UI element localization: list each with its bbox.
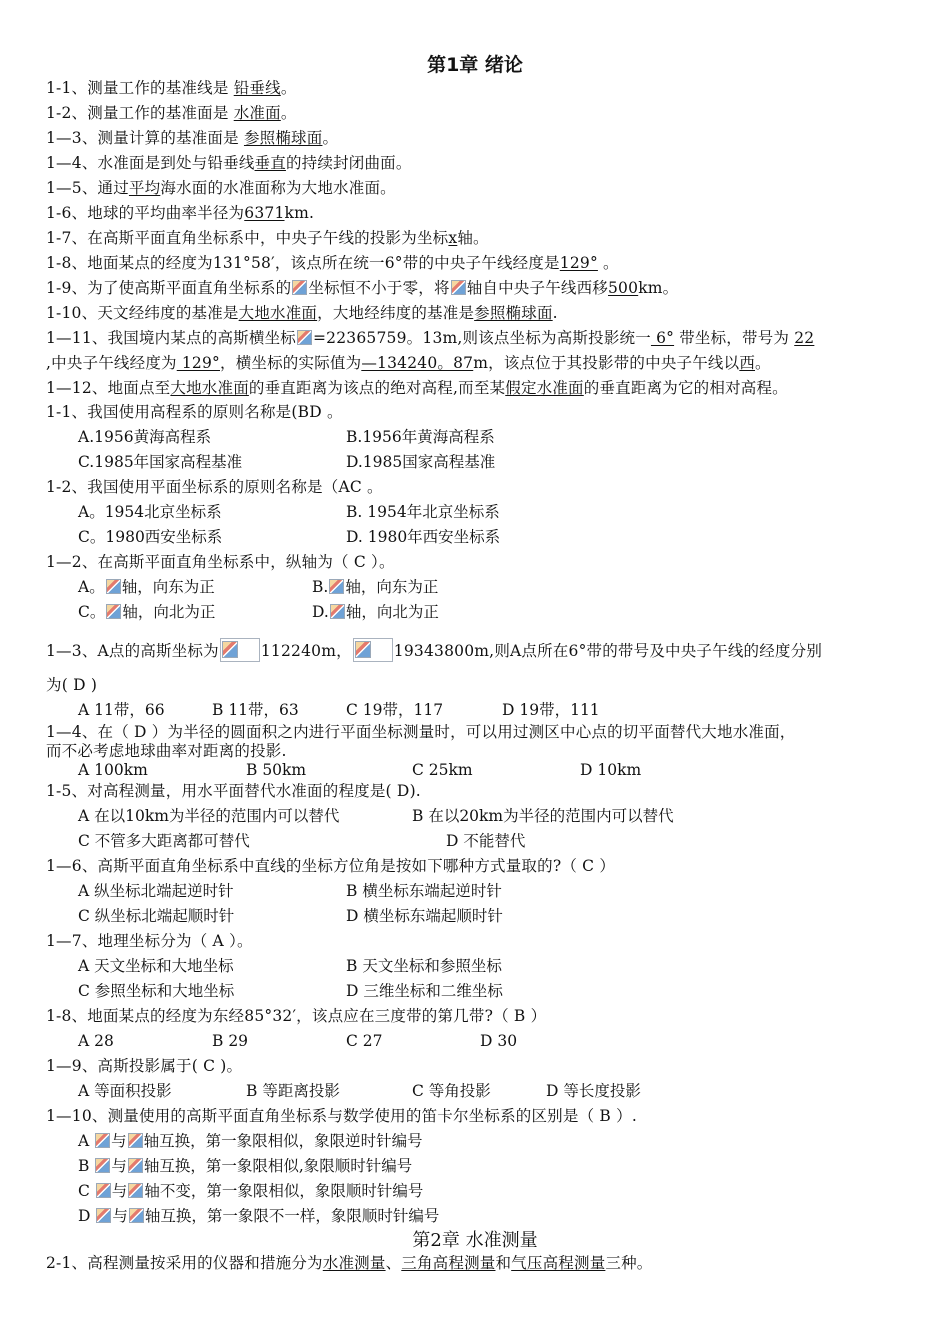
- option-b: B. 轴，向东为正: [312, 578, 439, 596]
- option-d: D 等长度投影: [546, 1082, 641, 1100]
- option-a: A 28: [78, 1032, 114, 1050]
- option-d: D. 1980年西安坐标系: [346, 528, 501, 546]
- question-text: 1-6、地球的平均曲率半径为: [46, 204, 245, 222]
- question-text: 1-2、测量工作的基准面是: [46, 104, 234, 122]
- question-text: 坐标恒不小于零，将: [308, 279, 450, 297]
- fill-question: [46, 278, 678, 298]
- option-b: B 50km: [246, 761, 307, 779]
- question-text: 1-9、为了使高斯平面直角坐标系的: [46, 279, 292, 297]
- question-1-7: 1—7、地理坐标分为（ A ）。: [46, 932, 253, 950]
- question-text: m，该点位于其投影带的中央子午线以: [473, 354, 740, 372]
- option-d: D 不能替代: [446, 832, 526, 850]
- option-c: C 参照坐标和大地坐标: [78, 982, 235, 1000]
- option-a: A。1954北京坐标系: [78, 503, 222, 521]
- option-c: C 不管多大距离都可替代: [78, 832, 250, 850]
- answer-blank: 500: [608, 279, 639, 297]
- question-text: 轴。: [457, 229, 489, 247]
- option-c: C 与 轴不变，第一象限相似，象限顺时针编号: [78, 1182, 424, 1200]
- question-text: km。: [638, 279, 679, 297]
- question-1-2-choice: 1-2、我国使用平面坐标系的原则名称是（AC 。: [46, 478, 383, 496]
- chapter2-title: 第2章 水准测量: [412, 1230, 538, 1251]
- question-text: 2-1、高程测量按采用的仪器和措施分为: [46, 1254, 323, 1272]
- question-text: 1—4、水准面是到处与铅垂线: [46, 154, 255, 172]
- option-d: D 三维坐标和二维坐标: [346, 982, 503, 1000]
- fill-question: [46, 103, 297, 123]
- question-text: 。: [280, 104, 297, 122]
- question-text: 1-7、在高斯平面直角坐标系中，中央子午线的投影为坐标: [46, 229, 449, 247]
- answer-blank: 6°: [650, 329, 675, 347]
- question-1-1-choice: 1-1、我国使用高程系的原则名称是(BD 。: [46, 403, 343, 421]
- option-c: C 等角投影: [412, 1082, 491, 1100]
- option-b: B 等距离投影: [246, 1082, 340, 1100]
- fill-question: [46, 253, 619, 273]
- option-d: D 30: [480, 1032, 518, 1050]
- question-1-5: 1-5、对高程测量，用水平面替代水准面的程度是( D).: [46, 782, 421, 800]
- y-axis-icon: [128, 1158, 143, 1173]
- fill-question: [46, 303, 558, 323]
- option-c: C 19带，117: [346, 701, 444, 719]
- option-d: D 与 轴互换，第一象限不一样，象限顺时针编号: [78, 1207, 440, 1225]
- option-c: C.1985年国家高程基准: [78, 453, 243, 471]
- option-a: A.1956黄海高程系: [78, 428, 212, 446]
- question-text: .: [552, 304, 558, 322]
- option-b: B. 1954年北京坐标系: [346, 503, 500, 521]
- option-c: C。 轴，向北为正: [78, 603, 216, 621]
- fill-question: [46, 153, 412, 173]
- question-text: 。: [322, 129, 339, 147]
- answer-blank: 平均: [128, 179, 161, 197]
- option-b: B 在以20km为半径的范围内可以替代: [412, 807, 674, 825]
- question-text: =22365759。13m,则该点坐标为高斯投影统一: [313, 329, 651, 347]
- question-1-2-axis: 1—2、在高斯平面直角坐标系中，纵轴为（ C ）。: [46, 553, 395, 571]
- x-icon: [451, 280, 466, 295]
- option-b: B 横坐标东端起逆时针: [346, 882, 502, 900]
- question-text: 、: [385, 1254, 402, 1272]
- question-1-4-cont: 而不必考虑地球曲率对距离的投影.: [46, 742, 287, 760]
- question-text: 的垂直距离为它的相对高程。: [583, 379, 788, 397]
- question-1-10: 1—10、测量使用的高斯平面直角坐标系与数学使用的笛卡尔坐标系的区别是（ B ）.: [46, 1107, 637, 1125]
- fill-question: [46, 378, 788, 398]
- option-a: A 等面积投影: [78, 1082, 172, 1100]
- answer-blank: 大地水准面: [238, 304, 318, 322]
- fill-question: [46, 178, 396, 198]
- x-axis-icon: [106, 579, 121, 594]
- x-axis-icon: [106, 604, 121, 619]
- question-text: 。: [755, 354, 771, 372]
- question-1-3-cont: 为( D ): [46, 676, 98, 694]
- option-b: B 11带，63: [212, 701, 299, 719]
- y-axis-icon: [128, 1183, 143, 1198]
- answer-blank: 6371: [244, 204, 285, 222]
- y-axis-icon: [329, 579, 344, 594]
- option-a: A 11带，66: [78, 701, 165, 719]
- fill-question: [46, 328, 814, 348]
- question-1-6: 1—6、高斯平面直角坐标系中直线的坐标方位角是按如下哪种方式量取的?（ C ）: [46, 857, 616, 875]
- question-text: 和: [495, 1254, 512, 1272]
- question-text: 轴自中央子午线西移: [466, 279, 608, 297]
- fill-question: [46, 353, 771, 373]
- y-coordinate-icon: [353, 638, 393, 662]
- question-text: 1—11、我国境内某点的高斯横坐标: [46, 329, 296, 347]
- chapter1-title: 第1章 绪论: [427, 54, 523, 76]
- question-text: 带坐标，带号为: [674, 329, 795, 347]
- question-text: 。: [597, 254, 619, 272]
- question-text: 三种。: [605, 1254, 653, 1272]
- option-a: A 与 轴互换，第一象限相似，象限逆时针编号: [78, 1132, 423, 1150]
- option-a: A 纵坐标北端起逆时针: [78, 882, 234, 900]
- y-icon: [297, 330, 312, 345]
- question-text: 1—3、测量计算的基准面是: [46, 129, 244, 147]
- x-coordinate-icon: [220, 638, 260, 662]
- answer-blank: 铅垂线: [233, 79, 281, 97]
- option-a: A 在以10km为半径的范围内可以替代: [78, 807, 340, 825]
- option-b: B 29: [212, 1032, 249, 1050]
- question-1-3: 1—3、A点的高斯坐标为 112240m， 19343800m,则A点所在6°带的带号及中央子午线的经度分别: [46, 638, 822, 662]
- fill-question: [46, 128, 338, 148]
- answer-blank: 129°: [559, 254, 598, 272]
- option-b: B 与 轴互换，第一象限相似,象限顺时针编号: [78, 1157, 413, 1175]
- option-b: B 天文坐标和参照坐标: [346, 957, 502, 975]
- question-text: 的垂直距离为该点的绝对高程,而至某: [248, 379, 506, 397]
- answer-blank: 假定水准面: [505, 379, 584, 397]
- answer-blank: 大地水准面: [170, 379, 249, 397]
- answer-blank: x: [448, 229, 458, 247]
- question-text: km.: [284, 204, 315, 222]
- question-text: 1—5、通过: [46, 179, 129, 197]
- answer-blank: —134240。87: [361, 354, 474, 372]
- option-c: C 27: [346, 1032, 383, 1050]
- answer-blank: 垂直: [254, 154, 286, 172]
- option-a: A 100km: [78, 761, 148, 779]
- option-b: B.1956年黄海高程系: [346, 428, 495, 446]
- fill-question: [46, 78, 297, 98]
- answer-blank: 水准面: [233, 104, 281, 122]
- answer-blank: 129°: [176, 354, 220, 372]
- answer-blank: 气压高程测量: [511, 1254, 606, 1272]
- question-1-9: 1—9、高斯投影属于( C )。: [46, 1057, 243, 1075]
- option-d: D.1985国家高程基准: [346, 453, 496, 471]
- question-text: ，大地经纬度的基准是: [317, 304, 475, 322]
- question-text: 1-1、测量工作的基准线是: [46, 79, 234, 97]
- option-c: C 25km: [412, 761, 473, 779]
- option-a: A。 轴，向东为正: [78, 578, 215, 596]
- x-axis-icon: [95, 1158, 110, 1173]
- x-axis-icon: [95, 1133, 110, 1148]
- y-axis-icon: [330, 604, 345, 619]
- option-d: D 19带，111: [502, 701, 600, 719]
- answer-blank: 22: [794, 329, 815, 347]
- y-axis-icon: [129, 1208, 144, 1223]
- x-axis-icon: [96, 1183, 111, 1198]
- fill-question: [46, 228, 489, 248]
- fill-question: [46, 203, 314, 223]
- option-d: D 10km: [580, 761, 642, 779]
- option-d: D 横坐标东端起顺时针: [346, 907, 503, 925]
- fill-question: [46, 1253, 653, 1273]
- question-text: 。: [280, 79, 297, 97]
- question-text: 的持续封闭曲面。: [285, 154, 412, 172]
- question-1-4: 1—4、在（ D ）为半径的圆面积之内进行平面坐标测量时，可以用过测区中心点的切平面替代大地水准面，: [46, 723, 796, 741]
- answer-blank: 参照椭球面: [243, 129, 323, 147]
- option-a: A 天文坐标和大地坐标: [78, 957, 234, 975]
- question-text: 海水面的水准面称为大地水准面。: [160, 179, 396, 197]
- option-d: D. 轴，向北为正: [312, 603, 439, 621]
- answer-blank: 三角高程测量: [401, 1254, 496, 1272]
- x-axis-icon: [96, 1208, 111, 1223]
- answer-blank: 水准测量: [322, 1254, 386, 1272]
- y-icon: [292, 280, 307, 295]
- option-c: C。1980西安坐标系: [78, 528, 223, 546]
- question-1-8: 1-8、地面某点的经度为东经85°32′，该点应在三度带的第几带?（ B ）: [46, 1007, 547, 1025]
- question-text: 1-8、地面某点的经度为131°58′，该点所在统一6°带的中央子午线经度是: [46, 254, 560, 272]
- y-axis-icon: [128, 1133, 143, 1148]
- answer-blank: 西: [739, 354, 756, 372]
- question-text: ,中央子午线经度为: [46, 354, 177, 372]
- option-c: C 纵坐标北端起顺时针: [78, 907, 235, 925]
- question-text: 1-10、天文经纬度的基准是: [46, 304, 239, 322]
- question-text: ，横坐标的实际值为: [220, 354, 362, 372]
- answer-blank: 参照椭球面: [474, 304, 553, 322]
- question-text: 1—12、地面点至: [46, 379, 171, 397]
